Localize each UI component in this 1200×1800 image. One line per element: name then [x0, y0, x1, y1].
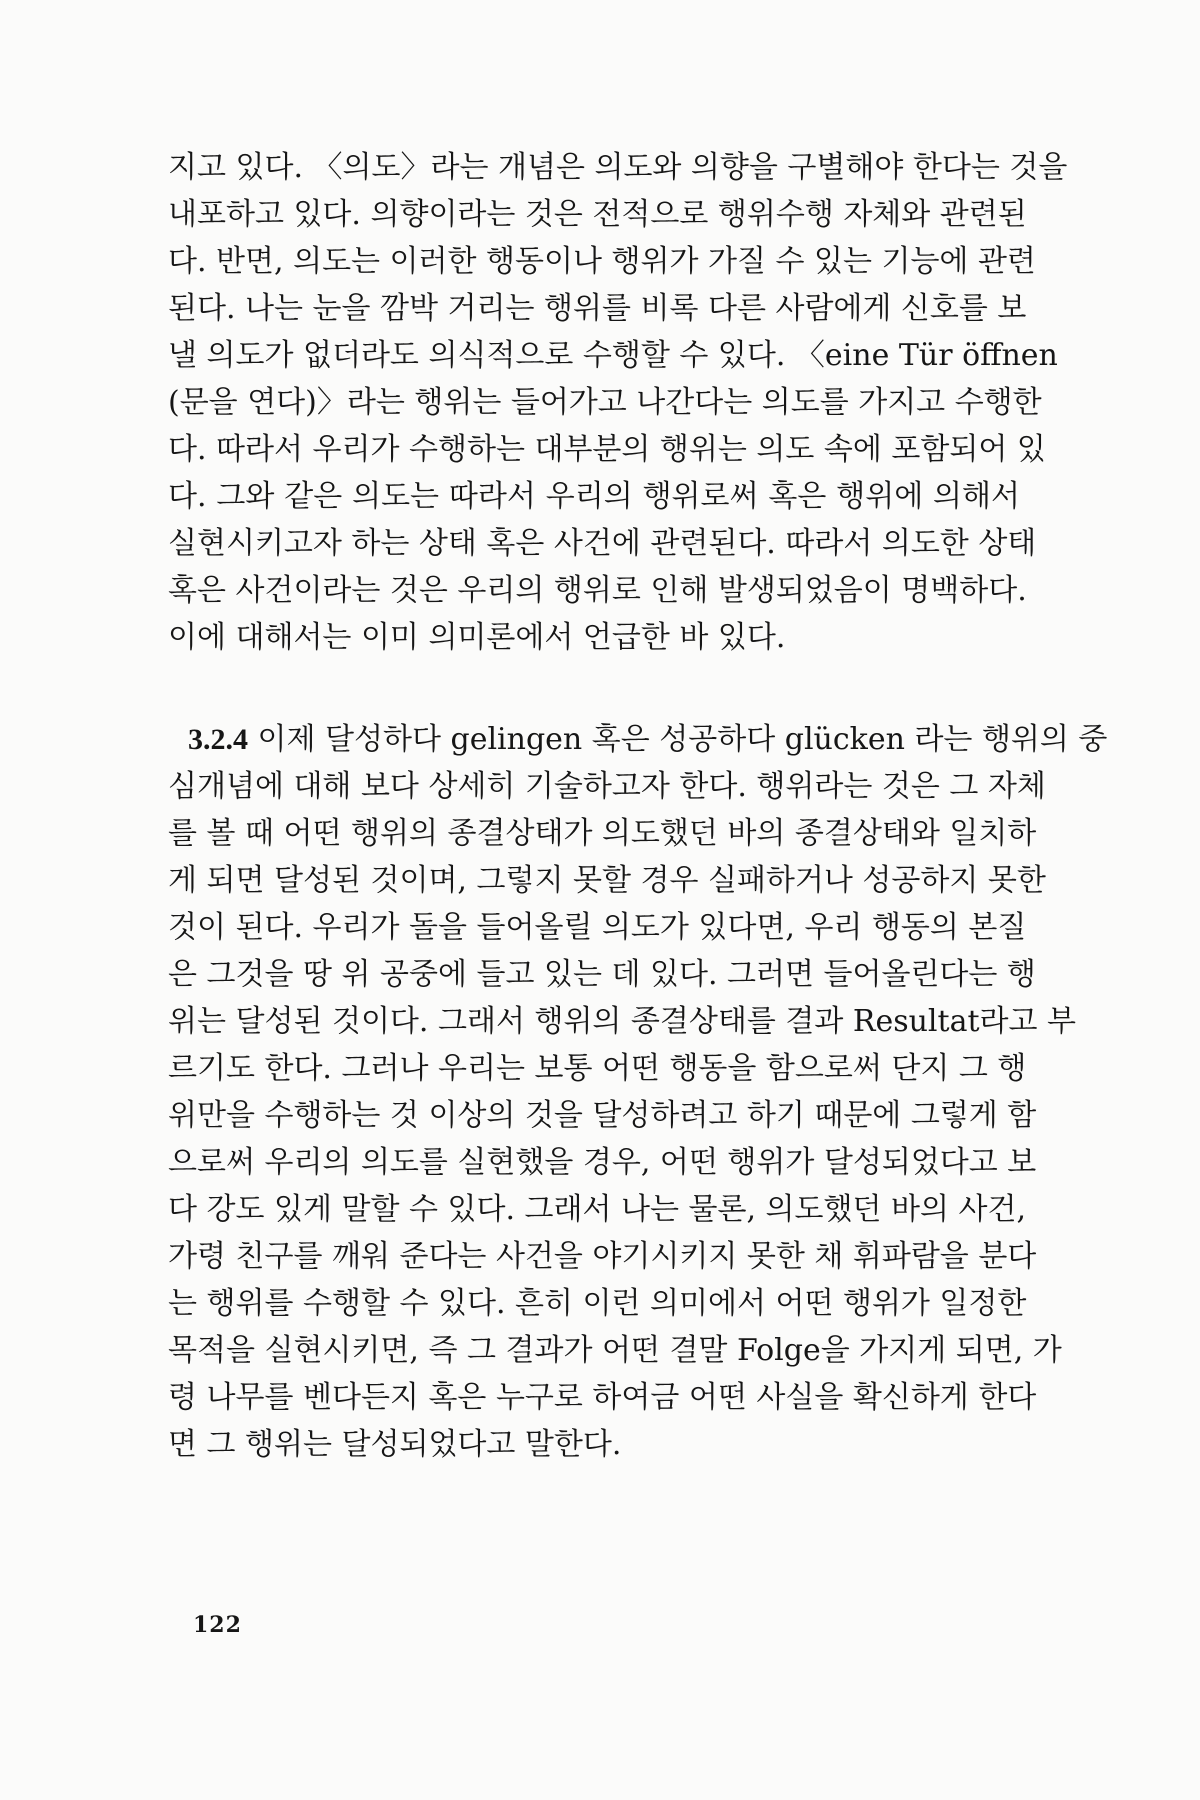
text-line: 다. 반면, 의도는 이러한 행동이나 행위가 가질 수 있는 기능에 관련 — [168, 244, 1036, 279]
text-line: 위는 달성된 것이다. 그래서 행위의 종결상태를 결과 Resultat라고 부 — [168, 1004, 1076, 1039]
text-line: 가령 친구를 깨워 준다는 사건을 야기시키지 못한 채 휘파람을 분다 — [168, 1239, 1037, 1274]
text-line: 으로써 우리의 의도를 실현했을 경우, 어떤 행위가 달성되었다고 보 — [168, 1145, 1037, 1180]
text-line: 령 나무를 벤다든지 혹은 누구로 하여금 어떤 사실을 확신하게 한다 — [168, 1380, 1037, 1415]
section-first-line-text: 이제 달성하다 gelingen 혹은 성공하다 glücken 라는 행위의 중 — [257, 722, 1108, 757]
section-number: 3.2.4 — [188, 723, 248, 756]
text-line: (문을 연다)〉라는 행위는 들어가고 나간다는 의도를 가지고 수행한 — [168, 385, 1042, 420]
text-line: 르기도 한다. 그러나 우리는 보통 어떤 행동을 함으로써 단지 그 행 — [168, 1051, 1027, 1086]
text-line: 낼 의도가 없더라도 의식적으로 수행할 수 있다. 〈eine Tür öffnen — [168, 338, 1058, 373]
text-line: 실현시키고자 하는 상태 혹은 사건에 관련된다. 따라서 의도한 상태 — [168, 526, 1037, 561]
text-line: 게 되면 달성된 것이며, 그렇지 못할 경우 실패하거나 성공하지 못한 — [168, 863, 1046, 898]
text-line: 것이 된다. 우리가 돌을 들어올릴 의도가 있다면, 우리 행동의 본질 — [168, 910, 1027, 945]
text-line: 은 그것을 땅 위 공중에 들고 있는 데 있다. 그러면 들어올린다는 행 — [168, 957, 1036, 992]
text-line: 다 강도 있게 말할 수 있다. 그래서 나는 물론, 의도했던 바의 사건, — [168, 1192, 1027, 1227]
text-line: 지고 있다. 〈의도〉라는 개념은 의도와 의향을 구별해야 한다는 것을 — [168, 150, 1068, 185]
text-line: 다. 그와 같은 의도는 따라서 우리의 행위로써 혹은 행위에 의해서 — [168, 479, 1020, 514]
text-line: 위만을 수행하는 것 이상의 것을 달성하려고 하기 때문에 그렇게 함 — [168, 1098, 1037, 1133]
text-line: 목적을 실현시키면, 즉 그 결과가 어떤 결말 Folge을 가지게 되면, 가 — [168, 1333, 1062, 1368]
text-line: 내포하고 있다. 의향이라는 것은 전적으로 행위수행 자체와 관련된 — [168, 197, 1027, 232]
text-line: 는 행위를 수행할 수 있다. 흔히 이런 의미에서 어떤 행위가 일정한 — [168, 1286, 1027, 1321]
text-line: 된다. 나는 눈을 깜박 거리는 행위를 비록 다른 사람에게 신호를 보 — [168, 291, 1027, 326]
text-line: 심개념에 대해 보다 상세히 기술하고자 한다. 행위라는 것은 그 자체 — [168, 769, 1046, 804]
text-line: 이에 대해서는 이미 의미론에서 언급한 바 있다. — [168, 620, 786, 655]
section-first-line — [188, 718, 1108, 762]
text-line: 면 그 행위는 달성되었다고 말한다. — [168, 1427, 622, 1462]
text-line: 혹은 사건이라는 것은 우리의 행위로 인해 발생되었음이 명백하다. — [168, 573, 1027, 608]
text-line: 를 볼 때 어떤 행위의 종결상태가 의도했던 바의 종결상태와 일치하 — [168, 816, 1037, 851]
page-number: 122 — [193, 1612, 242, 1638]
text-line: 다. 따라서 우리가 수행하는 대부분의 행위는 의도 속에 포함되어 있 — [168, 432, 1046, 467]
